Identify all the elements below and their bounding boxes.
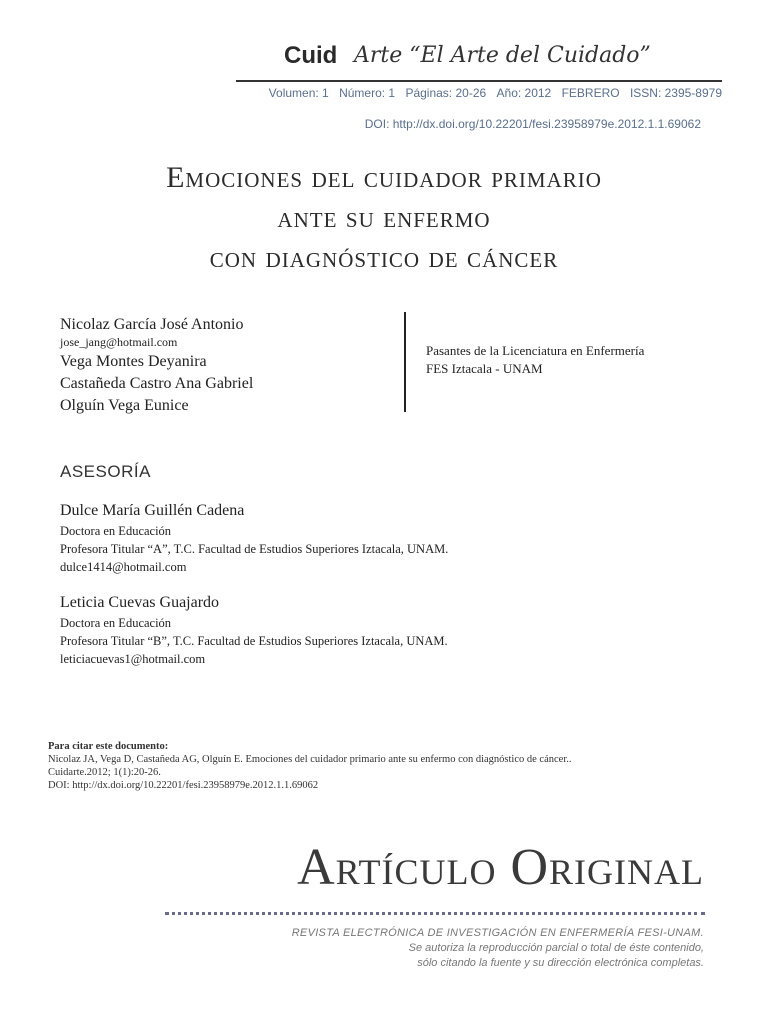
author-name: Castañeda Castro Ana Gabriel (60, 375, 254, 392)
advisor-degree: Doctora en Educación (60, 616, 172, 630)
advisor-block (60, 592, 720, 668)
title-line-2: ante su enfermo (277, 201, 491, 234)
author-affiliation (426, 342, 726, 378)
author-list (60, 314, 390, 417)
dotted-divider (165, 912, 705, 915)
title-line-3: con diagnóstico de cáncer (209, 241, 559, 274)
meta-month: FEBRERO (561, 86, 620, 100)
author-name: Olguín Vega Eunice (60, 397, 189, 414)
doi-link[interactable]: DOI: http://dx.doi.org/10.22201/fesi.23958979e.2012.1.1.69062 (364, 117, 701, 131)
article-type-banner: Artículo Original (297, 839, 704, 896)
citation-doi[interactable]: DOI: http://dx.doi.org/10.22201/fesi.23958979e.2012.1.1.69062 (48, 780, 319, 791)
author-divider (404, 312, 406, 412)
meta-pages: Páginas: 20-26 (405, 86, 487, 100)
issue-metadata (236, 86, 722, 100)
citation-text: Nicolaz JA, Vega D, Castañeda AG, Olguín E. Emociones del cuidador primario ante su enfermo con diagnóstico de cáncer.. (48, 754, 572, 765)
author-email[interactable]: jose_jang@hotmail.com (60, 335, 178, 349)
advisor-degree: Doctora en Educación (60, 524, 172, 538)
advisor-email[interactable]: dulce1414@hotmail.com (60, 560, 187, 574)
advisor-name: Leticia Cuevas Guajardo (60, 594, 220, 611)
affiliation-line: FES Iztacala - UNAM (426, 361, 543, 376)
advisor-position: Profesora Titular “B”, T.C. Facultad de Estudios Superiores Iztacala, UNAM. (60, 634, 448, 648)
journal-tagline: Arte “El Arte del Cuidado” (354, 43, 651, 68)
affiliation-line: Pasantes de la Licenciatura en Enfermería (426, 343, 645, 358)
journal-logo-cuid: Cuid (284, 42, 338, 69)
journal-footer (200, 926, 704, 971)
meta-number: Número: 1 (339, 86, 396, 100)
meta-issn: ISSN: 2395-8979 (629, 86, 722, 100)
asesoria-heading: ASESORÍA (60, 462, 151, 481)
article-title (60, 158, 708, 278)
citation-text: Cuidarte.2012; 1(1):20-26. (48, 767, 161, 778)
footer-license-text: Se autoriza la reproducción parcial o total de éste contenido, (408, 942, 704, 954)
journal-header (236, 40, 722, 82)
advisor-email[interactable]: leticiacuevas1@hotmail.com (60, 652, 206, 666)
author-name: Vega Montes Deyanira (60, 353, 207, 370)
advisor-name: Dulce María Guillén Cadena (60, 502, 245, 519)
footer-license-text: sólo citando la fuente y su dirección electrónica completas. (417, 957, 704, 969)
footer-journal-name: REVISTA ELECTRÓNICA DE INVESTIGACIÓN EN ENFERMERÍA FESI-UNAM. (291, 927, 704, 939)
citation-heading: Para citar este documento: (48, 741, 169, 752)
title-line-1: Emociones del cuidador primario (166, 161, 602, 194)
advisor-block (60, 500, 720, 576)
advisor-position: Profesora Titular “A”, T.C. Facultad de Estudios Superiores Iztacala, UNAM. (60, 542, 449, 556)
meta-volume: Volumen: 1 (268, 86, 329, 100)
citation-block (48, 740, 728, 792)
meta-year: Año: 2012 (496, 86, 552, 100)
author-name: Nicolaz García José Antonio (60, 316, 244, 333)
